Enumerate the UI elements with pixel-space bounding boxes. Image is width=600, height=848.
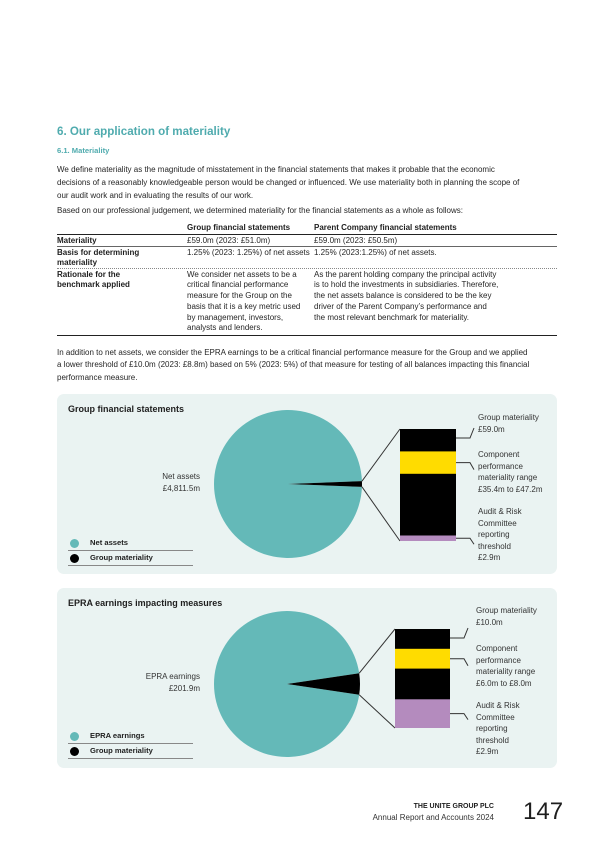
leader-line-group-materiality [450,628,468,638]
text-line: a lower threshold of £10.0m (2023: £8.8m) based on 5% (2023: 5%) of that measure for testing of all balances impacting this financial [57,360,530,370]
chart-panel-epra-earnings [57,588,557,768]
chart-legend [68,536,193,566]
text-line: our audit work and in evaluating the results of our work. [57,190,254,200]
text-line: 1.25% (2023: 1.25%) of net assets [187,247,310,257]
legend-item-group-materiality [68,744,193,759]
label-component-range [478,449,542,495]
legend-swatch-teal-icon [70,732,79,741]
group-value [187,269,314,335]
legend-swatch-black-icon [70,747,79,756]
bar-component-range [400,451,456,473]
chart-panel-group-financial-statements [57,394,557,574]
legend-item-group-materiality [68,551,193,566]
text-line: Audit & Risk [476,701,520,710]
text-line: materiality range [476,667,536,677]
leader-line-reporting-threshold [450,714,468,720]
bar-reporting-threshold [400,535,456,541]
text-line: Group materiality [476,606,537,615]
text-line: EPRA earnings [145,672,200,681]
slice-label-net-assets [162,471,200,495]
label-group-materiality [476,605,537,628]
callout-line-top [359,629,395,673]
text-line: Committee [476,712,515,722]
leader-line-group-materiality [456,428,474,438]
text-line: benchmark applied [57,280,130,290]
text-line: £59.0m (2023: £51.0m) [187,235,271,245]
text-line: threshold [476,735,509,745]
legend-label: EPRA earnings [90,731,145,740]
text-line: We consider net assets to be a [187,269,297,279]
leader-line-component-range [450,659,468,666]
table-row [57,269,557,336]
text-line: critical financial performance [187,280,289,290]
legend-item-epra-earnings [68,729,193,744]
parent-value [314,235,557,246]
text-line: £10.0m [476,617,503,627]
footer-report-title: Annual Report and Accounts 2024 [372,813,494,822]
text-line: materiality range [478,473,538,483]
text-line: £35.4m to £47.2m [478,484,543,494]
row-label [57,235,187,246]
text-line: As the parent holding company the principal activity [314,269,497,279]
text-line: £6.0m to £8.0m [476,678,532,688]
text-line: the most relevant benchmark for materiality. [314,312,470,322]
text-line: measure for the Group on the [187,291,292,301]
text-line: performance [478,461,523,471]
text-line: reporting [478,530,510,540]
text-line: performance measure. [57,372,138,382]
label-reporting-threshold [478,506,522,564]
text-line: threshold [478,541,511,551]
bar-group-materiality [400,429,456,541]
text-line: Component [476,644,518,653]
table-row [57,235,557,247]
footer-company: THE UNITE GROUP PLC [413,803,494,810]
text-line: Component [478,450,520,459]
text-line: Group materiality [478,413,539,422]
chart-title: EPRA earnings impacting measures [68,598,223,608]
group-value [187,235,314,246]
page-number: 147 [523,798,564,825]
epra-paragraph [57,347,529,384]
text-line: £2.9m [478,553,501,563]
section-subheading: 6.1. Materiality [57,146,110,155]
text-line: basis that it is a key metric used [187,301,301,311]
text-line: the net assets balance is considered to be the key [314,291,492,301]
chart-legend [68,729,193,759]
legend-label: Group materiality [90,746,153,755]
label-reporting-threshold [476,700,520,758]
text-line: Audit & Risk [478,507,522,516]
chart-title: Group financial statements [68,404,185,414]
text-line: £201.9m [168,684,200,693]
group-value [187,247,314,268]
text-line: £4,811.5m [162,484,200,493]
text-line: reporting [476,724,508,734]
callout-line-bottom [362,487,400,541]
bar-component-range [395,649,450,669]
legend-swatch-black-icon [70,554,79,563]
text-line: by management, investors, [187,312,284,322]
text-line: In addition to net assets, we consider the EPRA earnings to be a critical financial performance measure for the Group and we applied [57,348,528,357]
text-line: Rationale for the [57,269,121,279]
text-line: We define materiality as the magnitude of misstatement in the financial statements that makes it probable that the economic [57,165,495,174]
bar-reporting-threshold [395,699,450,728]
text-line: is to hold the investments in subsidiaries. Therefore, [314,280,499,290]
label-component-range [476,643,535,689]
text-line: £2.9m [476,747,499,757]
text-line: materiality [57,258,98,268]
section-heading: 6. Our application of materiality [57,125,231,138]
text-line: £59.0m [478,424,505,434]
text-line: Net assets [162,472,200,481]
text-line: Materiality [57,235,97,245]
leader-line-component-range [456,463,474,470]
table-header-row [57,222,557,235]
table-header-group: Group financial statements [187,222,291,232]
callout-line-top [362,429,400,481]
based-on-paragraph: Based on our professional judgement, we determined materiality for the financial statements as a whole as follows: [57,206,463,215]
slice-label-epra-earnings [146,671,200,695]
materiality-table [57,222,557,336]
text-line: decisions of a reasonably knowledgeable person would be changed or influenced. We use materiality both in planning the scope of [57,177,520,187]
parent-value [314,269,557,335]
legend-label: Group materiality [90,553,153,562]
parent-value [314,247,557,268]
row-label [57,269,187,335]
legend-label: Net assets [90,538,128,547]
intro-paragraph [57,164,519,202]
text-line: analysts and lenders. [187,323,263,333]
leader-line-reporting-threshold [456,538,474,544]
text-line: Committee [478,518,517,528]
legend-item-net-assets [68,536,193,551]
text-line: driver of the Parent Company’s performance and [314,301,487,311]
row-label [57,247,187,268]
callout-line-bottom [359,695,395,728]
text-line: £59.0m (2023: £50.5m) [314,235,398,245]
text-line: performance [476,655,521,665]
table-row [57,247,557,269]
text-line: Basis for determining [57,247,140,257]
table-header-parent: Parent Company financial statements [314,222,457,232]
legend-swatch-teal-icon [70,539,79,548]
text-line: 1.25% (2023:1.25%) of net assets. [314,247,437,257]
table-header-blank [57,222,187,234]
label-group-materiality [478,412,539,435]
